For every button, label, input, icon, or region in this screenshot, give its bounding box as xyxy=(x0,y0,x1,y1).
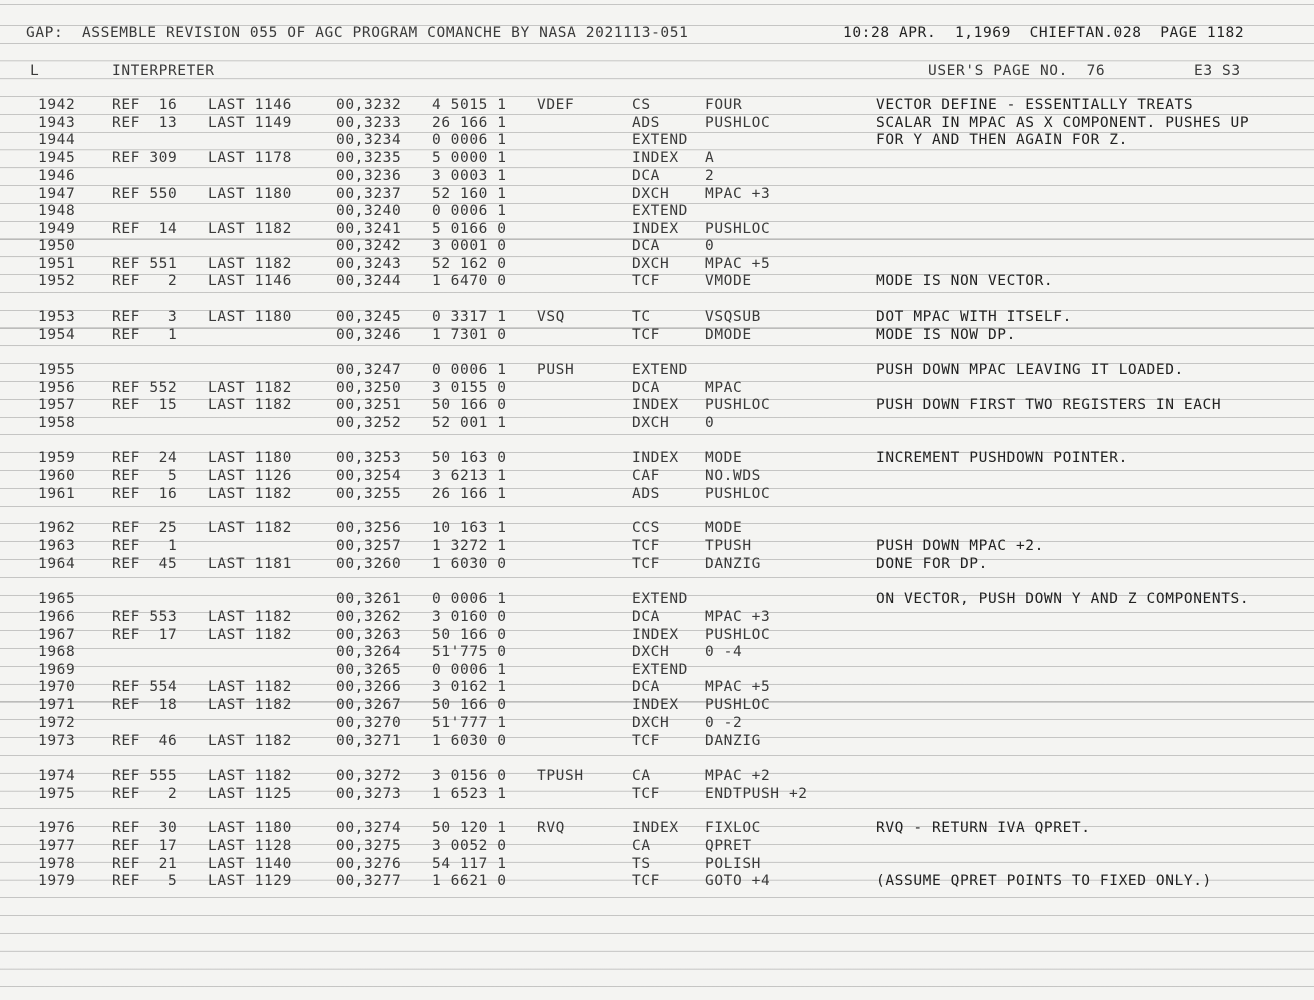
address: 00,3242 xyxy=(336,238,402,254)
operand: NO.WDS xyxy=(705,468,761,484)
operand: MPAC +5 xyxy=(705,256,771,272)
octal-code: 3 6213 1 xyxy=(432,468,507,484)
opcode: CCS xyxy=(632,520,660,536)
octal-code: 0 0006 1 xyxy=(432,132,507,148)
octal-code: 52 160 1 xyxy=(432,186,507,202)
octal-code: 5 0166 0 xyxy=(432,221,507,237)
operand: MPAC +2 xyxy=(705,768,771,784)
line-number: 1961 xyxy=(38,486,76,502)
symbol-label: VDEF xyxy=(537,97,575,113)
operand: ENDTPUSH +2 xyxy=(705,786,808,802)
opcode: INDEX xyxy=(632,221,679,237)
opcode: TC xyxy=(632,309,651,325)
line-number: 1948 xyxy=(38,203,76,219)
last-ref: LAST 1182 xyxy=(208,697,292,713)
comment: RVQ - RETURN IVA QPRET. xyxy=(876,820,1091,836)
line-number: 1977 xyxy=(38,838,76,854)
octal-code: 1 6030 0 xyxy=(432,556,507,572)
octal-code: 0 0006 1 xyxy=(432,203,507,219)
address: 00,3234 xyxy=(336,132,402,148)
line-number: 1955 xyxy=(38,362,76,378)
section-letter: L xyxy=(30,63,40,79)
header-title: GAP: ASSEMBLE REVISION 055 OF AGC PROGRAM COMANCHE BY NASA 2021113-051 xyxy=(26,25,689,41)
ref-count: REF 14 xyxy=(112,221,178,237)
last-ref: LAST 1180 xyxy=(208,820,292,836)
octal-code: 26 166 1 xyxy=(432,115,507,131)
octal-code: 52 162 0 xyxy=(432,256,507,272)
address: 00,3256 xyxy=(336,520,402,536)
operand: FOUR xyxy=(705,97,743,113)
address: 00,3233 xyxy=(336,115,402,131)
last-ref: LAST 1182 xyxy=(208,256,292,272)
comment: VECTOR DEFINE - ESSENTIALLY TREATS xyxy=(876,97,1194,113)
opcode: DXCH xyxy=(632,415,670,431)
octal-code: 52 001 1 xyxy=(432,415,507,431)
ref-count: REF 16 xyxy=(112,97,178,113)
last-ref: LAST 1182 xyxy=(208,679,292,695)
octal-code: 50 166 0 xyxy=(432,697,507,713)
last-ref: LAST 1182 xyxy=(208,768,292,784)
address: 00,3276 xyxy=(336,856,402,872)
last-ref: LAST 1182 xyxy=(208,520,292,536)
octal-code: 50 166 0 xyxy=(432,397,507,413)
opcode: TCF xyxy=(632,786,660,802)
opcode: TS xyxy=(632,856,651,872)
line-number: 1945 xyxy=(38,150,76,166)
operand: 0 -2 xyxy=(705,715,743,731)
last-ref: LAST 1182 xyxy=(208,609,292,625)
opcode: INDEX xyxy=(632,450,679,466)
comment: PUSH DOWN FIRST TWO REGISTERS IN EACH xyxy=(876,397,1222,413)
operand: MODE xyxy=(705,450,743,466)
ref-count: REF 1 xyxy=(112,327,178,343)
operand: PUSHLOC xyxy=(705,115,771,131)
symbol-label: VSQ xyxy=(537,309,565,325)
operand: MPAC +3 xyxy=(705,186,771,202)
last-ref: LAST 1178 xyxy=(208,150,292,166)
line-number: 1951 xyxy=(38,256,76,272)
symbol-label: RVQ xyxy=(537,820,565,836)
octal-code: 4 5015 1 xyxy=(432,97,507,113)
address: 00,3251 xyxy=(336,397,402,413)
opcode: CS xyxy=(632,97,651,113)
address: 00,3271 xyxy=(336,733,402,749)
line-number: 1976 xyxy=(38,820,76,836)
comment: MODE IS NON VECTOR. xyxy=(876,273,1054,289)
comment: SCALAR IN MPAC AS X COMPONENT. PUSHES UP xyxy=(876,115,1250,131)
opcode: TCF xyxy=(632,538,660,554)
octal-code: 0 0006 1 xyxy=(432,591,507,607)
operand: 0 xyxy=(705,415,715,431)
operand: DANZIG xyxy=(705,556,761,572)
opcode: INDEX xyxy=(632,697,679,713)
address: 00,3267 xyxy=(336,697,402,713)
opcode: EXTEND xyxy=(632,203,688,219)
line-number: 1967 xyxy=(38,627,76,643)
last-ref: LAST 1182 xyxy=(208,627,292,643)
octal-code: 3 0001 0 xyxy=(432,238,507,254)
operand: POLISH xyxy=(705,856,761,872)
ref-count: REF 5 xyxy=(112,873,178,889)
opcode: DXCH xyxy=(632,256,670,272)
ref-count: REF 30 xyxy=(112,820,178,836)
comment: PUSH DOWN MPAC LEAVING IT LOADED. xyxy=(876,362,1184,378)
octal-code: 0 0006 1 xyxy=(432,362,507,378)
last-ref: LAST 1140 xyxy=(208,856,292,872)
ref-count: REF 16 xyxy=(112,486,178,502)
last-ref: LAST 1126 xyxy=(208,468,292,484)
ref-count: REF 45 xyxy=(112,556,178,572)
operand: 0 xyxy=(705,238,715,254)
last-ref: LAST 1129 xyxy=(208,873,292,889)
address: 00,3247 xyxy=(336,362,402,378)
line-number: 1972 xyxy=(38,715,76,731)
line-number: 1969 xyxy=(38,662,76,678)
operand: VSQSUB xyxy=(705,309,761,325)
octal-code: 1 6621 0 xyxy=(432,873,507,889)
operand: DMODE xyxy=(705,327,752,343)
operand: PUSHLOC xyxy=(705,697,771,713)
opcode: DCA xyxy=(632,380,660,396)
last-ref: LAST 1182 xyxy=(208,733,292,749)
operand: 2 xyxy=(705,168,715,184)
operand: QPRET xyxy=(705,838,752,854)
address: 00,3257 xyxy=(336,538,402,554)
opcode: INDEX xyxy=(632,627,679,643)
opcode: EXTEND xyxy=(632,591,688,607)
octal-code: 1 6523 1 xyxy=(432,786,507,802)
address: 00,3255 xyxy=(336,486,402,502)
opcode: INDEX xyxy=(632,820,679,836)
last-ref: LAST 1146 xyxy=(208,97,292,113)
octal-code: 51'777 1 xyxy=(432,715,507,731)
line-number: 1942 xyxy=(38,97,76,113)
line-number: 1957 xyxy=(38,397,76,413)
opcode: TCF xyxy=(632,273,660,289)
ref-count: REF 550 xyxy=(112,186,178,202)
operand: PUSHLOC xyxy=(705,221,771,237)
opcode: CAF xyxy=(632,468,660,484)
opcode: DCA xyxy=(632,609,660,625)
line-number: 1978 xyxy=(38,856,76,872)
octal-code: 3 0162 1 xyxy=(432,679,507,695)
ref-count: REF 552 xyxy=(112,380,178,396)
address: 00,3243 xyxy=(336,256,402,272)
octal-code: 1 6470 0 xyxy=(432,273,507,289)
octal-code: 26 166 1 xyxy=(432,486,507,502)
address: 00,3273 xyxy=(336,786,402,802)
line-number: 1966 xyxy=(38,609,76,625)
octal-code: 3 0003 1 xyxy=(432,168,507,184)
comment: DOT MPAC WITH ITSELF. xyxy=(876,309,1072,325)
line-number: 1958 xyxy=(38,415,76,431)
address: 00,3272 xyxy=(336,768,402,784)
address: 00,3244 xyxy=(336,273,402,289)
address: 00,3252 xyxy=(336,415,402,431)
symbol-label: TPUSH xyxy=(537,768,584,784)
address: 00,3260 xyxy=(336,556,402,572)
ref-count: REF 24 xyxy=(112,450,178,466)
last-ref: LAST 1149 xyxy=(208,115,292,131)
operand: PUSHLOC xyxy=(705,397,771,413)
address: 00,3250 xyxy=(336,380,402,396)
operand: 0 -4 xyxy=(705,644,743,660)
line-number: 1949 xyxy=(38,221,76,237)
line-number: 1968 xyxy=(38,644,76,660)
opcode: EXTEND xyxy=(632,662,688,678)
comment: MODE IS NOW DP. xyxy=(876,327,1016,343)
ref-count: REF 17 xyxy=(112,627,178,643)
ref-count: REF 21 xyxy=(112,856,178,872)
line-number: 1973 xyxy=(38,733,76,749)
octal-code: 0 0006 1 xyxy=(432,662,507,678)
line-number: 1947 xyxy=(38,186,76,202)
line-number: 1959 xyxy=(38,450,76,466)
address: 00,3253 xyxy=(336,450,402,466)
line-number: 1950 xyxy=(38,238,76,254)
octal-code: 1 3272 1 xyxy=(432,538,507,554)
operand: FIXLOC xyxy=(705,820,761,836)
last-ref: LAST 1181 xyxy=(208,556,292,572)
address: 00,3241 xyxy=(336,221,402,237)
octal-code: 51'775 0 xyxy=(432,644,507,660)
octal-code: 0 3317 1 xyxy=(432,309,507,325)
operand: MPAC +5 xyxy=(705,679,771,695)
ref-count: REF 5 xyxy=(112,468,178,484)
header-date-page: 10:28 APR. 1,1969 CHIEFTAN.028 PAGE 1182 xyxy=(843,25,1245,41)
octal-code: 1 6030 0 xyxy=(432,733,507,749)
address: 00,3232 xyxy=(336,97,402,113)
last-ref: LAST 1182 xyxy=(208,397,292,413)
line-number: 1970 xyxy=(38,679,76,695)
octal-code: 10 163 1 xyxy=(432,520,507,536)
address: 00,3236 xyxy=(336,168,402,184)
opcode: DCA xyxy=(632,679,660,695)
last-ref: LAST 1182 xyxy=(208,380,292,396)
octal-code: 1 7301 0 xyxy=(432,327,507,343)
last-ref: LAST 1146 xyxy=(208,273,292,289)
last-ref: LAST 1125 xyxy=(208,786,292,802)
octal-code: 54 117 1 xyxy=(432,856,507,872)
octal-code: 50 163 0 xyxy=(432,450,507,466)
opcode: TCF xyxy=(632,733,660,749)
octal-code: 3 0052 0 xyxy=(432,838,507,854)
comment: INCREMENT PUSHDOWN POINTER. xyxy=(876,450,1128,466)
ref-count: REF 2 xyxy=(112,273,178,289)
ref-count: REF 2 xyxy=(112,786,178,802)
address: 00,3274 xyxy=(336,820,402,836)
octal-code: 3 0160 0 xyxy=(432,609,507,625)
operand: GOTO +4 xyxy=(705,873,771,889)
ref-count: REF 17 xyxy=(112,838,178,854)
address: 00,3237 xyxy=(336,186,402,202)
opcode: DXCH xyxy=(632,644,670,660)
address: 00,3261 xyxy=(336,591,402,607)
opcode: CA xyxy=(632,768,651,784)
ref-count: REF 15 xyxy=(112,397,178,413)
octal-code: 5 0000 1 xyxy=(432,150,507,166)
address: 00,3270 xyxy=(336,715,402,731)
ref-count: REF 46 xyxy=(112,733,178,749)
comment: (ASSUME QPRET POINTS TO FIXED ONLY.) xyxy=(876,873,1212,889)
ref-count: REF 13 xyxy=(112,115,178,131)
users-page-number: USER'S PAGE NO. 76 xyxy=(928,63,1106,79)
opcode: INDEX xyxy=(632,150,679,166)
octal-code: 50 166 0 xyxy=(432,627,507,643)
address: 00,3245 xyxy=(336,309,402,325)
section-name: INTERPRETER xyxy=(112,63,215,79)
e3-s3-label: E3 S3 xyxy=(1194,63,1241,79)
ref-count: REF 555 xyxy=(112,768,178,784)
operand: PUSHLOC xyxy=(705,486,771,502)
address: 00,3235 xyxy=(336,150,402,166)
comment: PUSH DOWN MPAC +2. xyxy=(876,538,1044,554)
address: 00,3262 xyxy=(336,609,402,625)
last-ref: LAST 1180 xyxy=(208,309,292,325)
address: 00,3263 xyxy=(336,627,402,643)
opcode: EXTEND xyxy=(632,362,688,378)
operand: TPUSH xyxy=(705,538,752,554)
comment: FOR Y AND THEN AGAIN FOR Z. xyxy=(876,132,1128,148)
octal-code: 3 0156 0 xyxy=(432,768,507,784)
line-number: 1946 xyxy=(38,168,76,184)
address: 00,3264 xyxy=(336,644,402,660)
line-number: 1943 xyxy=(38,115,76,131)
symbol-label: PUSH xyxy=(537,362,575,378)
address: 00,3277 xyxy=(336,873,402,889)
ref-count: REF 3 xyxy=(112,309,178,325)
line-number: 1971 xyxy=(38,697,76,713)
operand: PUSHLOC xyxy=(705,627,771,643)
octal-code: 3 0155 0 xyxy=(432,380,507,396)
line-number: 1952 xyxy=(38,273,76,289)
last-ref: LAST 1182 xyxy=(208,221,292,237)
address: 00,3254 xyxy=(336,468,402,484)
opcode: TCF xyxy=(632,327,660,343)
opcode: TCF xyxy=(632,873,660,889)
line-number: 1979 xyxy=(38,873,76,889)
opcode: ADS xyxy=(632,486,660,502)
operand: VMODE xyxy=(705,273,752,289)
ref-count: REF 18 xyxy=(112,697,178,713)
address: 00,3265 xyxy=(336,662,402,678)
line-number: 1962 xyxy=(38,520,76,536)
opcode: INDEX xyxy=(632,397,679,413)
address: 00,3266 xyxy=(336,679,402,695)
line-number: 1965 xyxy=(38,591,76,607)
comment: DONE FOR DP. xyxy=(876,556,988,572)
opcode: CA xyxy=(632,838,651,854)
operand: MPAC +3 xyxy=(705,609,771,625)
last-ref: LAST 1180 xyxy=(208,186,292,202)
opcode: EXTEND xyxy=(632,132,688,148)
line-number: 1975 xyxy=(38,786,76,802)
last-ref: LAST 1180 xyxy=(208,450,292,466)
line-number: 1944 xyxy=(38,132,76,148)
opcode: DXCH xyxy=(632,186,670,202)
ref-count: REF 554 xyxy=(112,679,178,695)
operand: MPAC xyxy=(705,380,743,396)
address: 00,3275 xyxy=(336,838,402,854)
line-number: 1960 xyxy=(38,468,76,484)
octal-code: 50 120 1 xyxy=(432,820,507,836)
line-number: 1954 xyxy=(38,327,76,343)
address: 00,3246 xyxy=(336,327,402,343)
opcode: DCA xyxy=(632,168,660,184)
line-number: 1956 xyxy=(38,380,76,396)
line-number: 1964 xyxy=(38,556,76,572)
line-number: 1963 xyxy=(38,538,76,554)
comment: ON VECTOR, PUSH DOWN Y AND Z COMPONENTS. xyxy=(876,591,1250,607)
last-ref: LAST 1182 xyxy=(208,486,292,502)
opcode: DCA xyxy=(632,238,660,254)
ref-count: REF 551 xyxy=(112,256,178,272)
ref-count: REF 25 xyxy=(112,520,178,536)
ref-count: REF 309 xyxy=(112,150,178,166)
address: 00,3240 xyxy=(336,203,402,219)
opcode: TCF xyxy=(632,556,660,572)
last-ref: LAST 1128 xyxy=(208,838,292,854)
opcode: ADS xyxy=(632,115,660,131)
line-number: 1953 xyxy=(38,309,76,325)
ref-count: REF 1 xyxy=(112,538,178,554)
operand: A xyxy=(705,150,715,166)
operand: DANZIG xyxy=(705,733,761,749)
line-number: 1974 xyxy=(38,768,76,784)
operand: MODE xyxy=(705,520,743,536)
opcode: DXCH xyxy=(632,715,670,731)
ref-count: REF 553 xyxy=(112,609,178,625)
